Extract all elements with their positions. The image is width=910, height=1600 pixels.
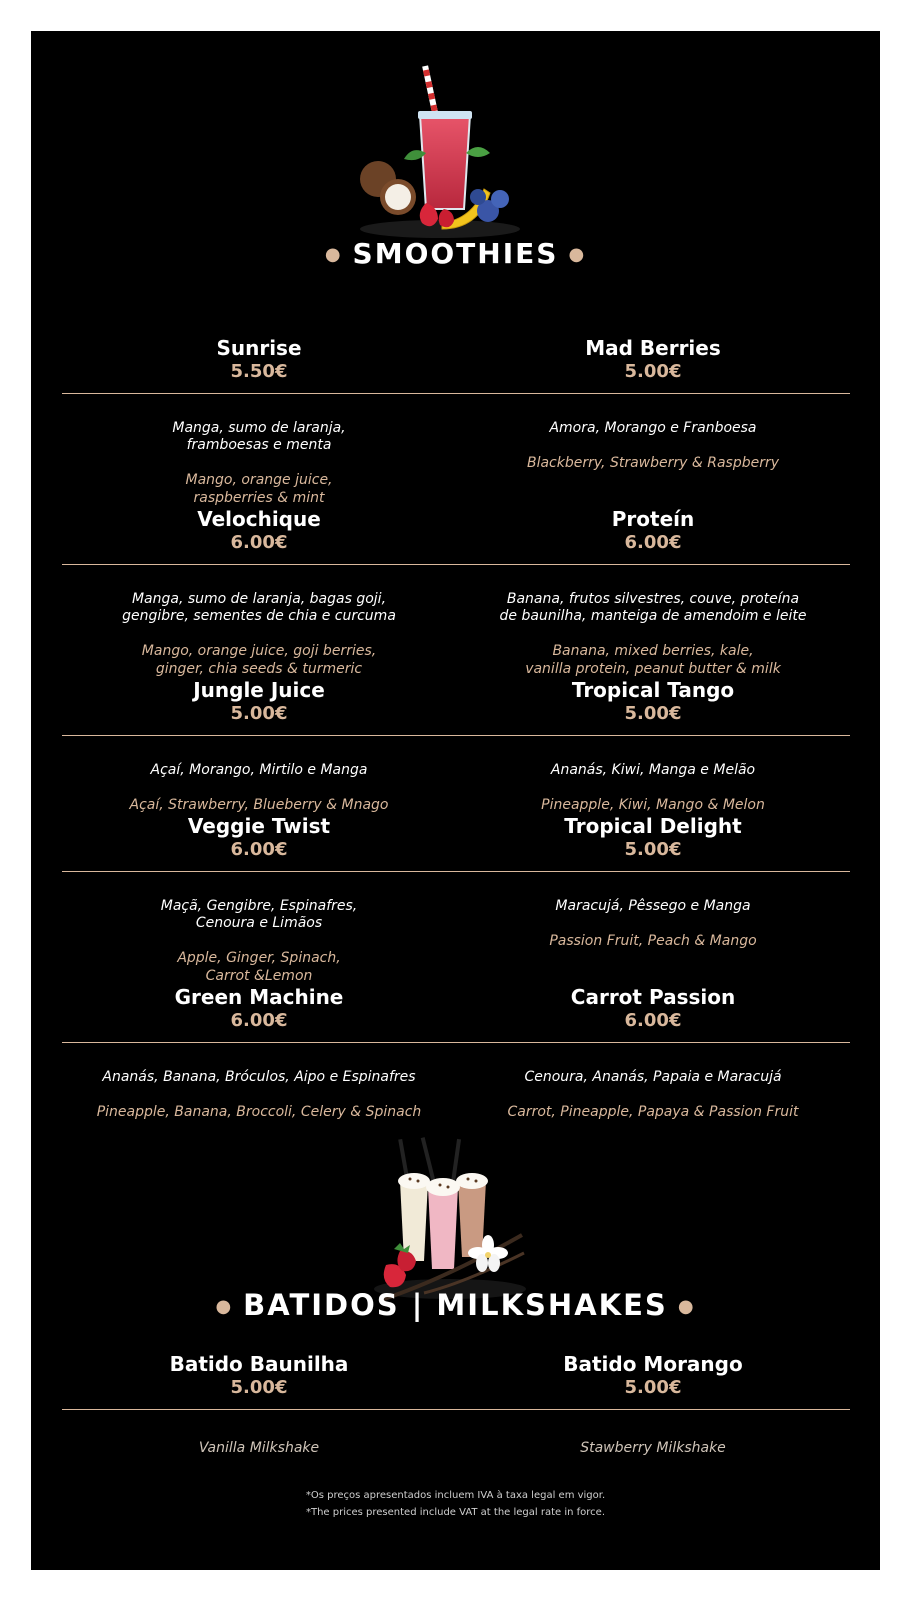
divider: [62, 564, 850, 565]
divider: [62, 735, 850, 736]
item-price: 6.00€: [230, 839, 288, 860]
item-price: 5.00€: [624, 839, 682, 860]
divider: [62, 393, 850, 394]
bullet-dot-icon: ●: [215, 1296, 234, 1317]
menu-item: [62, 507, 456, 677]
milkshakes-heading: [31, 1287, 880, 1325]
item-name: Velochique: [197, 507, 321, 531]
description-en: Carrot, Pineapple, Papaya & Passion Fruit: [507, 1103, 799, 1120]
item-price: 6.00€: [230, 1010, 288, 1031]
description-pt: Maçã, Gengibre, Espinafres, Cenoura e Limãos: [160, 897, 358, 931]
menu-item: [448, 985, 858, 1120]
item-price: 5.00€: [230, 1377, 288, 1398]
description-pt: Açaí, Morango, Mirtilo e Manga: [150, 761, 368, 778]
menu-board: [31, 31, 880, 1570]
item-name: Batido Morango: [563, 1352, 743, 1376]
item-description: [62, 1422, 456, 1475]
menu-item: [62, 336, 456, 506]
footnote-en: *The prices presented include VAT at the legal rate in force.: [305, 1507, 606, 1518]
item-description: [448, 1051, 858, 1139]
menu-item: [448, 1352, 858, 1456]
item-name: Jungle Juice: [193, 678, 325, 702]
description-en: Banana, mixed berries, kale, vanilla protein, peanut butter & milk: [525, 643, 781, 677]
description-pt: Ananás, Kiwi, Manga e Melão: [550, 761, 756, 778]
item-price: 5.00€: [624, 361, 682, 382]
description-en: Vanilla Milkshake: [198, 1439, 320, 1456]
bullet-dot-icon: ●: [677, 1296, 696, 1317]
menu-item: [62, 814, 456, 984]
description-en: Açaí, Strawberry, Blueberry & Mnago: [129, 796, 389, 813]
item-name: Green Machine: [174, 985, 344, 1009]
item-price: 5.00€: [624, 1377, 682, 1398]
description-pt: Manga, sumo de laranja, framboesas e menta: [172, 419, 346, 453]
description-en: Blackberry, Strawberry & Raspberry: [526, 454, 780, 471]
description-pt: Banana, frutos silvestres, couve, proteína de baunilha, manteiga de amendoim e leite: [499, 590, 807, 624]
bullet-dot-icon: ●: [324, 244, 343, 265]
item-name: Tropical Tango: [571, 678, 735, 702]
milkshake-illustration: [364, 1137, 536, 1303]
bullet-dot-icon: ●: [568, 244, 587, 265]
item-name: Carrot Passion: [570, 985, 736, 1009]
description-pt: Manga, sumo de laranja, bagas goji, gengibre, sementes de chia e curcuma: [122, 590, 396, 624]
item-name: Mad Berries: [585, 336, 721, 360]
smoothies-title: SMOOTHIES: [352, 237, 559, 270]
description-en: Pineapple, Kiwi, Mango & Melon: [541, 796, 765, 813]
item-description: [448, 880, 858, 968]
menu-item: [448, 814, 858, 949]
item-description: [448, 1422, 858, 1475]
description-en: Stawberry Milkshake: [580, 1439, 726, 1456]
description-en: Mango, orange juice, goji berries, ginger, chia seeds & turmeric: [141, 643, 377, 677]
footnote-pt: *Os preços apresentados incluem IVA à taxa legal em vigor.: [305, 1490, 606, 1501]
item-name: Veggie Twist: [187, 814, 331, 838]
item-price: 6.00€: [230, 532, 288, 553]
item-name: Sunrise: [216, 336, 302, 360]
smoothies-heading: [31, 237, 880, 272]
divider: [62, 1409, 850, 1410]
menu-item: [62, 985, 456, 1120]
description-en: Mango, orange juice, raspberries & mint: [185, 472, 333, 506]
menu-item: [62, 678, 456, 813]
menu-item: [448, 678, 858, 813]
item-name: Proteín: [611, 507, 695, 531]
item-name: Tropical Delight: [564, 814, 742, 838]
item-price: 6.00€: [624, 532, 682, 553]
item-price: 5.00€: [230, 703, 288, 724]
description-en: Apple, Ginger, Spinach, Carrot &Lemon: [177, 950, 341, 984]
description-pt: Amora, Morango e Franboesa: [549, 419, 757, 436]
description-pt: Maracujá, Pêssego e Manga: [555, 897, 751, 914]
divider: [62, 871, 850, 872]
item-name: Batido Baunilha: [169, 1352, 349, 1376]
item-price: 5.00€: [624, 703, 682, 724]
item-description: [448, 402, 858, 490]
divider: [62, 1042, 850, 1043]
description-en: Pineapple, Banana, Broccoli, Celery & Spinach: [96, 1103, 422, 1120]
description-pt: Cenoura, Ananás, Papaia e Maracujá: [524, 1068, 782, 1085]
description-en: Passion Fruit, Peach & Mango: [549, 932, 757, 949]
price-footnote: [31, 1487, 880, 1521]
description-pt: Ananás, Banana, Bróculos, Aipo e Espinafres: [102, 1068, 416, 1085]
menu-item: [448, 507, 858, 677]
item-price: 5.50€: [230, 361, 288, 382]
milkshakes-title: BATIDOS | MILKSHAKES: [243, 1288, 668, 1322]
item-price: 6.00€: [624, 1010, 682, 1031]
menu-item: [62, 1352, 456, 1456]
item-description: [62, 1051, 456, 1139]
smoothie-illustration: [354, 63, 526, 239]
menu-item: [448, 336, 858, 471]
